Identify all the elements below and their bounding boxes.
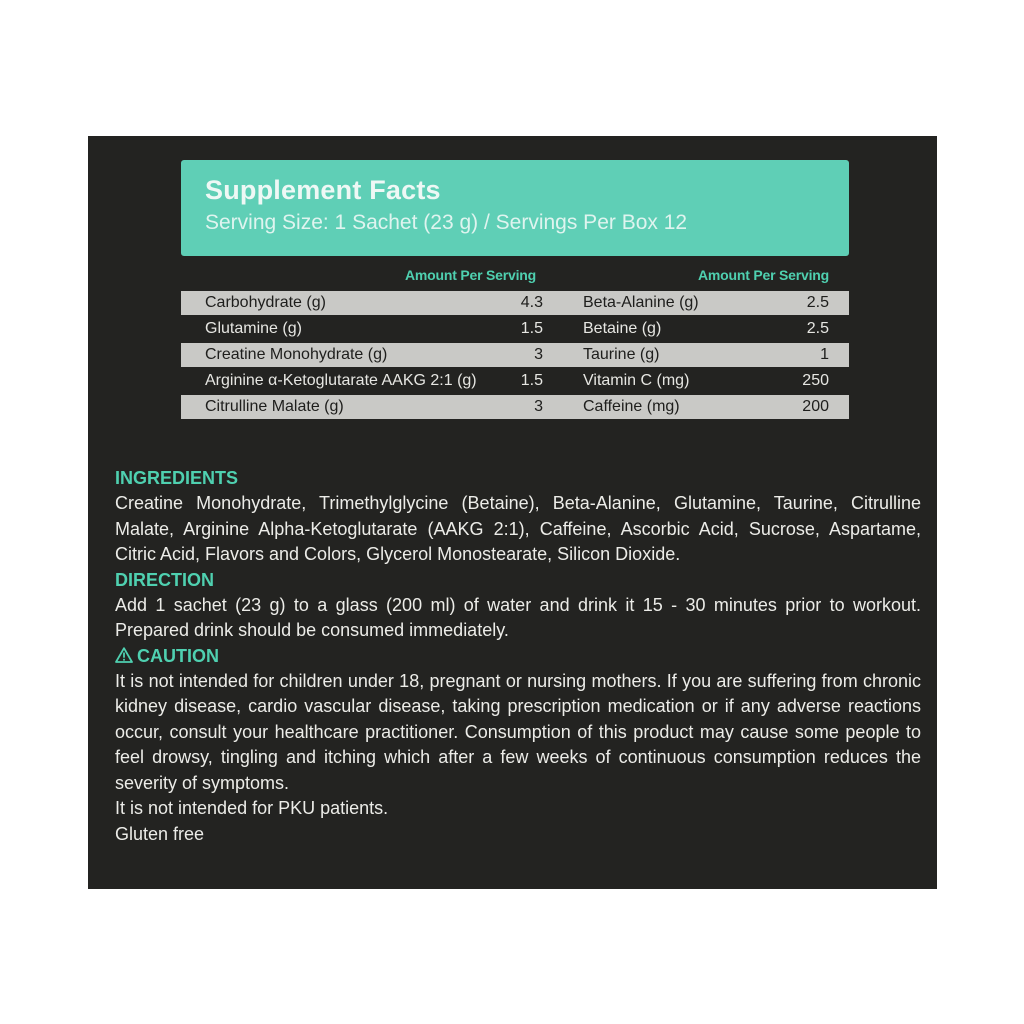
warning-triangle-icon [115, 647, 133, 663]
nutrient-amount: 2.5 [806, 320, 829, 337]
nutrient-amount: 1.5 [520, 372, 543, 389]
facts-row [181, 316, 849, 342]
nutrient-name: Vitamin C (mg) [583, 372, 690, 389]
supplement-facts-title: Supplement Facts [205, 175, 441, 205]
nutrient-name: Glutamine (g) [205, 320, 302, 337]
pku-notice: It is not intended for PKU patients. [115, 798, 389, 818]
nutrient-name: Taurine (g) [583, 346, 660, 363]
gluten-free-notice: Gluten free [115, 823, 205, 844]
nutrient-amount: 200 [802, 398, 829, 415]
facts-row [181, 343, 849, 367]
supplement-facts-table [181, 290, 849, 420]
nutrient-amount: 250 [802, 372, 829, 389]
ingredients-text: Creatine Monohydrate, Trimethylglycine (Betaine), Beta-Alanine, Glutamine, Taurine, Citrulline Malate, Arginine Alpha-Ketoglutarate (AAKG 2:1), Caffeine, Ascorbic Acid, Sucrose, Aspartame, Citric Acid, Flavors and Colors, Glycerol Monostearate, Silicon Dioxide. [115, 493, 921, 564]
caution-text: It is not intended for children under 18, pregnant or nursing mothers. If you are suffering from chronic kidney disease, cardio vascular disease, taking prescription medication or if any adverse reactions occur, consult your healthcare practitioner. Consumption of this product may cause some people to feel drowsy, tingling and itching which after a few weeks of continuous consumption reduces the severity of symptoms. [115, 670, 921, 793]
nutrient-name: Citrulline Malate (g) [205, 398, 344, 415]
direction-heading: DIRECTION [115, 569, 214, 590]
serving-size-text: Serving Size: 1 Sachet (23 g) / Servings Per Box 12 [205, 211, 688, 234]
facts-row [181, 395, 849, 419]
nutrient-amount: 4.3 [520, 294, 543, 311]
nutrient-amount: 1 [820, 346, 829, 363]
product-label-panel [88, 136, 937, 889]
nutrient-name: Carbohydrate (g) [205, 294, 326, 311]
nutrient-name: Beta-Alanine (g) [583, 294, 699, 311]
nutrient-amount: 2.5 [806, 294, 829, 311]
amount-per-serving-header-left: Amount Per Serving [405, 267, 536, 283]
ingredients-heading: INGREDIENTS [115, 468, 239, 488]
nutrient-name: Caffeine (mg) [583, 398, 680, 415]
amount-per-serving-header-right: Amount Per Serving [698, 267, 829, 283]
label-body-text [115, 466, 921, 847]
nutrient-amount: 1.5 [520, 320, 543, 337]
nutrient-amount: 3 [534, 398, 543, 415]
nutrient-name: Arginine α-Ketoglutarate AAKG 2:1 (g) [205, 372, 477, 389]
facts-row [181, 368, 849, 394]
facts-row [181, 291, 849, 315]
nutrient-name: Betaine (g) [583, 320, 662, 337]
direction-text: Add 1 sachet (23 g) to a glass (200 ml) of water and drink it 15 - 30 minutes prior to workout. Prepared drink should be consumed immediately. [115, 594, 921, 640]
caution-heading: CAUTION [137, 645, 219, 666]
nutrient-amount: 3 [534, 346, 543, 363]
supplement-facts-header [181, 160, 849, 256]
nutrient-name: Creatine Monohydrate (g) [205, 346, 388, 363]
caution-heading-row [115, 644, 921, 669]
